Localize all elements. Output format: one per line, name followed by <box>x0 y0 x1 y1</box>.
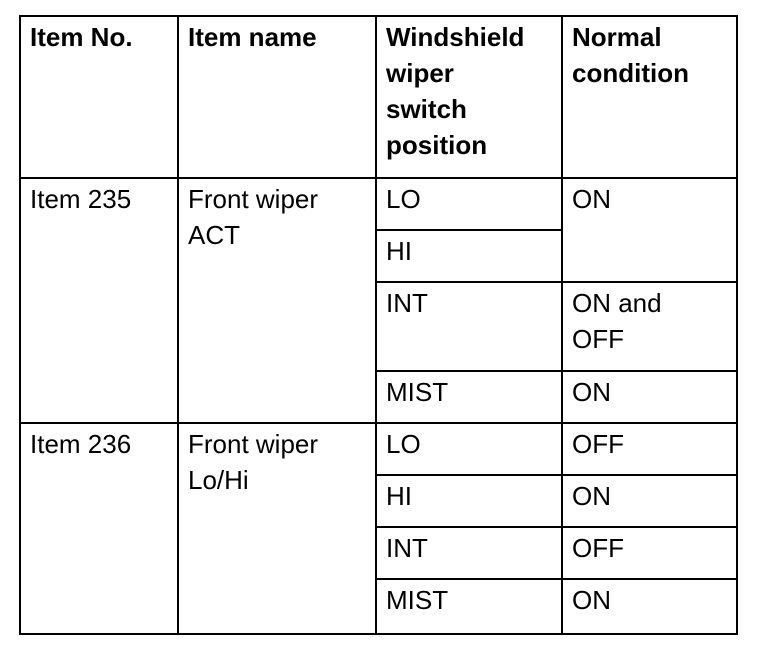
wiper-switch-table <box>19 15 738 635</box>
switch-position-cell: HI <box>376 230 562 282</box>
header-item-name: Item name <box>178 16 376 178</box>
table-row <box>20 178 737 230</box>
table-row <box>20 423 737 475</box>
switch-position-cell: INT <box>376 282 562 370</box>
normal-condition-cell: ON and OFF <box>562 282 737 370</box>
normal-condition-cell: ON <box>562 371 737 423</box>
switch-position-cell: LO <box>376 178 562 230</box>
item-name-cell: Front wiper ACT <box>178 178 376 422</box>
switch-position-cell: INT <box>376 527 562 579</box>
header-item-no: Item No. <box>20 16 178 178</box>
normal-condition-cell: ON <box>562 579 737 634</box>
item-name-cell: Front wiper Lo/Hi <box>178 423 376 634</box>
normal-condition-cell: OFF <box>562 423 737 475</box>
item-no-cell: Item 235 <box>20 178 178 422</box>
switch-position-cell: MIST <box>376 579 562 634</box>
item-no-cell: Item 236 <box>20 423 178 634</box>
switch-position-cell: HI <box>376 475 562 527</box>
switch-position-cell: LO <box>376 423 562 475</box>
switch-position-cell: MIST <box>376 371 562 423</box>
header-switch-position: Windshield wiper switch position <box>376 16 562 178</box>
table-header-row <box>20 16 737 178</box>
normal-condition-cell: OFF <box>562 527 737 579</box>
header-normal-condition: Normal condition <box>562 16 737 178</box>
normal-condition-cell: ON <box>562 178 737 282</box>
normal-condition-cell: ON <box>562 475 737 527</box>
